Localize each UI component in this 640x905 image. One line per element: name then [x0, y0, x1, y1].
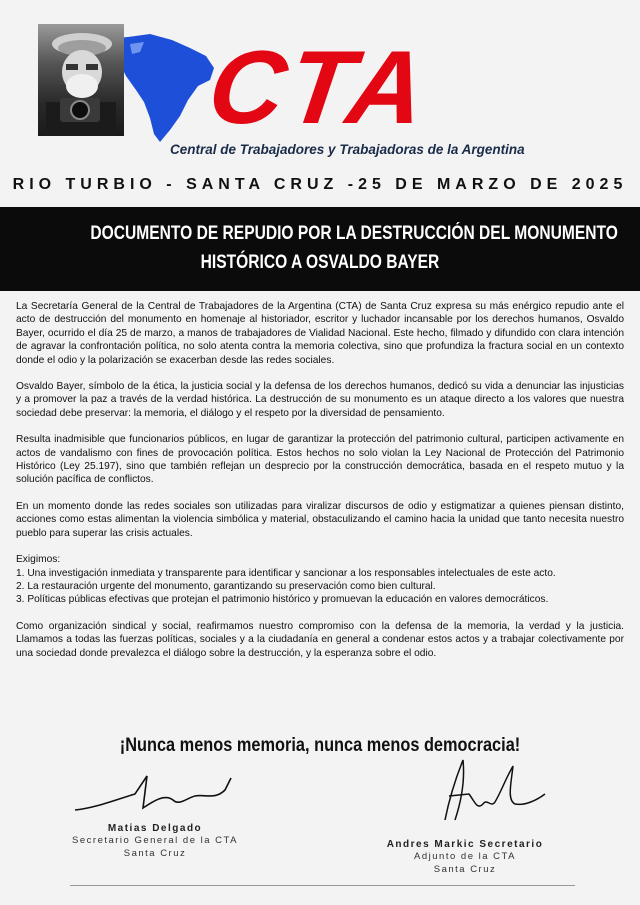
paragraph-4: En un momento donde las redes sociales son utilizadas para viralizar discursos de odio y estigmatizar a quienes piensan distinto, acciones como estas alimentan la violencia simbólica y material, obstaculizando el camino hacia la unidad que tanto necesita nuestro pueblo para superar las crisis actuales.: [16, 500, 624, 539]
signer-1-location: Santa Cruz: [123, 848, 187, 859]
title-banner: [0, 207, 640, 291]
paragraph-3: Resulta inadmisible que funcionarios públicos, en lugar de garantizar la protección del patrimonio cultural, participen activamente en actos de vandalismo con fines de provocación política. Estos hechos no solo violan la Ley Nacional de Protección del Patrimonio Histórico (Ley 25.197), sino que también reflejan un desprecio por la construcción democrática, basada en el respeto mutuo y la solución pacífica de conflictos.: [16, 434, 624, 486]
organization-name: Central de Trabajadores y Trabajadoras de la Argentina: [170, 142, 525, 157]
document-body: [16, 300, 624, 673]
paragraph-1: La Secretaría General de la Central de Trabajadores de la Argentina (CTA) de Santa Cruz expresa su más enérgico repudio ante el acto de destrucción del monumento en homenaje al historiador, escritor y luchador incansable por los derechos humanos, Osvaldo Bayer, ocurrido el día 25 de marzo, a manos de trabajadores de Vialidad Nacional. Este hecho, filmado y difundido con clara intención de agravar la confrontación política, no solo atenta contra la memoria colectiva, sino que profundiza la fractura social en un contexto donde el odio y la polarización se exacerban desde las redes sociales.: [16, 301, 624, 366]
signer-1-name: Matias Delgado: [107, 823, 203, 834]
paragraph-2: Osvaldo Bayer, símbolo de la ética, la justicia social y la defensa de los derechos humanos, dedicó su vida a denunciar las injusticias y a promover la paz a través de la verdad histórica. La destrucción de su monumento es un ataque directo a los valores que nuestra sociedad debe preservar: la memoria, el diálogo y el respeto por la diversidad de pensamiento.: [16, 381, 624, 419]
bottom-divider: [70, 885, 575, 886]
paragraph-5: Como organización sindical y social, reafirmamos nuestro compromiso con la defensa de la memoria, la verdad y la justicia. Llamamos a todas las fuerzas políticas, sociales y a la ciudadanía en general a condenar estos actos y a trabajar colectivamente por una sociedad donde prevalezca el diálogo sobre la destrucción, y la esperanza sobre el odio.: [16, 620, 624, 659]
signature-block-1: [40, 770, 270, 860]
slogan: ¡Nunca menos memoria, nunca menos democracia!: [119, 735, 521, 756]
demand-item-2: 2. La restauración urgente del monumento, garantizando su preservación como bien cultural.: [16, 580, 436, 592]
cta-logo: CTA: [201, 30, 437, 146]
signer-2-role: Adjunto de la CTA: [414, 851, 516, 862]
signer-1-role: Secretario General de la CTA: [72, 835, 238, 846]
handwritten-signature-1: [55, 770, 255, 818]
portrait-photo: [38, 24, 124, 136]
demands-list: [16, 553, 624, 607]
document-header: [0, 0, 640, 170]
title-line-1: DOCUMENTO DE REPUDIO POR LA DESTRUCCIÓN DEL MONUMENTO: [90, 223, 618, 244]
signer-2-location: Santa Cruz: [433, 864, 497, 875]
document-title: [58, 207, 618, 277]
signature-block-2: [340, 750, 590, 876]
demands-heading: Exigimos:: [16, 554, 61, 566]
signer-2-name: Andres Markic Secretario: [386, 839, 544, 850]
handwritten-signature-2: [365, 750, 565, 834]
demand-item-1: 1. Una investigación inmediata y transparente para identificar y sancionar a los responsables intelectuales de este acto.: [16, 567, 556, 579]
title-line-2: HISTÓRICO A OSVALDO BAYER: [200, 252, 440, 273]
place-and-date: RIO TURBIO - SANTA CRUZ -25 DE MARZO DE 2025: [12, 176, 628, 193]
demand-item-3: 3. Políticas públicas efectivas que protejan el patrimonio histórico y promuevan la educación en valores democráticos.: [16, 594, 549, 606]
